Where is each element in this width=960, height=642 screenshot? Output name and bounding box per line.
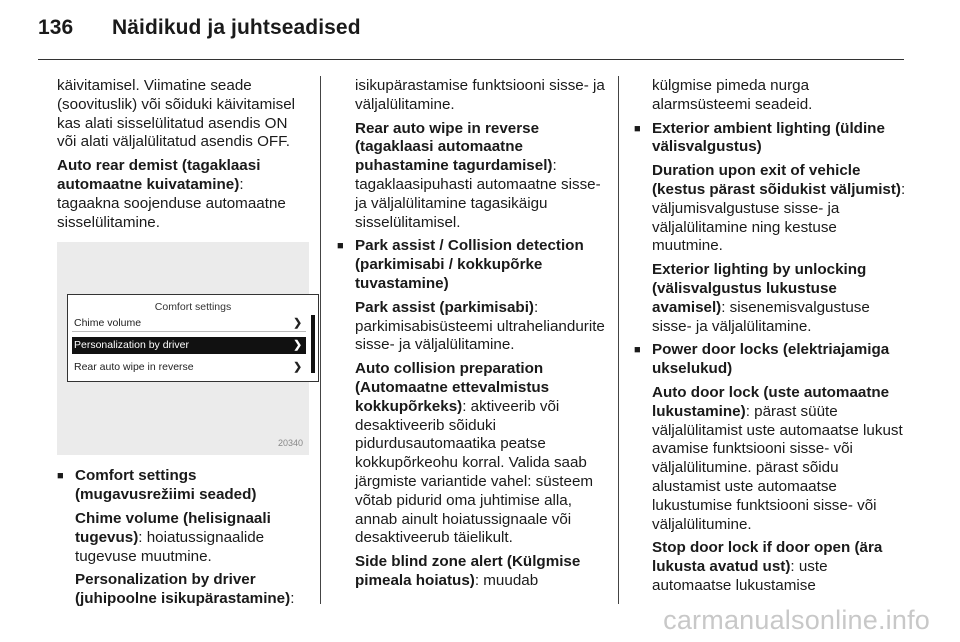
term: Personalization by driver (juhipoolne isikupärastamine) [75, 571, 291, 608]
header-rule [38, 59, 904, 60]
page-number: 136 [38, 16, 74, 39]
term: Exterior lighting by unlocking (välisvalgustus lukustuse avamisel) [652, 261, 867, 316]
term: Side blind zone alert (Külgmise pimeala hoiatus) [355, 553, 581, 589]
menu-item-selected [72, 337, 306, 354]
paragraph [337, 299, 609, 355]
paragraph [337, 360, 609, 548]
column-2 [337, 77, 609, 596]
term: Rear auto wipe in reverse (tagaklaasi automaatne puhastamine tagurdamisel) [355, 119, 553, 175]
paragraph [57, 571, 309, 609]
paragraph [337, 553, 609, 591]
term: Auto rear demist (tagaklaasi automaatne kuivatamine) [57, 157, 261, 193]
page-header [38, 16, 361, 40]
chevron-right-icon: ❯ [293, 361, 302, 374]
definition: : tagaakna soojenduse automaatne sisselülitamine. [57, 175, 286, 231]
display-screen [67, 294, 319, 382]
menu-item-label: Chime volume [74, 317, 142, 330]
definition: : hoiatussignaalide tugevuse muutmine. [75, 528, 265, 565]
paragraph: käivitamisel. Viimatine seade (soovituslik) või sõiduki käivitamisel kas alati sisselülitatud asendis ON või alati väljalülitatud asendis OFF. [57, 77, 296, 151]
definition: : tagaklaasipuhasti automaatne sisse- ja väljalülitamine tagasikäigu sisselülitamisel. [355, 157, 601, 231]
menu-item-label: Rear auto wipe in reverse [74, 361, 194, 374]
paragraph: isikupärastamise funktsiooni sisse- ja väljalülitamine. [355, 77, 605, 113]
menu-item [72, 359, 306, 376]
definition: : pärast süüte väljalülitamist uste automaatse lukust avamise funktsiooni sisse- või väljalülitumine. pärast sõidu alustamist uste automaatse lukustumise funktsiooni sisse- või väljalülitumine. [652, 402, 903, 533]
paragraph: külgmise pimeda nurga alarmsüsteemi seadeid. [652, 77, 813, 113]
definition: : aktiveerib või desaktiveerib sõiduki pidurdusautomaatika peatse kokkupõrkeohu korral. Valida saab järgmiste variantide vahel: süsteem võtab pidurid oma juhtimise alla, annab ainult hoiatussignaale või desaktiveerub täielikult. [355, 397, 594, 547]
term: Park assist (parkimisabi) [355, 298, 534, 316]
paragraph [634, 539, 906, 595]
paragraph [337, 120, 609, 233]
watermark: carmanualsonline.info [663, 605, 930, 635]
bullet-heading: ■ Power door locks (elektriajamiga ukselukud) [634, 341, 906, 379]
chevron-right-icon: ❯ [293, 339, 302, 352]
column-1 [57, 77, 309, 614]
definition: : sisenemisvalgustuse sisse- ja väljalülitamine. [652, 298, 870, 335]
column-divider-2 [618, 76, 619, 604]
definition: : [290, 590, 295, 608]
chevron-right-icon: ❯ [293, 317, 302, 330]
definition: : väljumisvalgustuse sisse- ja väljalülitamine ning kestuse muutmine. [652, 180, 906, 255]
bullet-heading: ■ Exterior ambient lighting (üldine välisvalgustus) [634, 120, 906, 158]
paragraph [634, 261, 906, 336]
column-3 [634, 77, 906, 601]
comfort-settings-figure [57, 242, 309, 455]
screen-title: Comfort settings [154, 301, 232, 314]
term: Auto door lock (uste automaatne lukustamine) [652, 383, 890, 420]
figure-number: 20340 [277, 437, 303, 448]
page-title: Näidikud ja juhtseadised [112, 16, 361, 39]
term: Chime volume (helisignaali tugevus) [75, 509, 271, 546]
bullet-heading: ■ Comfort settings (mugavusrežiimi seaded) [57, 467, 309, 505]
paragraph [57, 157, 309, 232]
term: Auto collision preparation (Automaatne ettevalmistus kokkupõrkeks) [355, 360, 550, 415]
paragraph [57, 510, 309, 566]
scrollbar-indicator [311, 315, 315, 373]
menu-item-label: Personalization by driver [74, 339, 189, 352]
paragraph [634, 384, 906, 534]
bullet-heading: ■ Park assist / Collision detection (parkimisabi / kokkupõrke tuvastamine) [337, 237, 609, 293]
column-divider-1 [320, 76, 321, 604]
definition: : uste automaatse lukustamise [652, 558, 828, 594]
paragraph [634, 162, 906, 256]
definition: : parkimisabisüsteemi ultraheliandurite sisse- ja väljalülitamine. [355, 298, 605, 354]
term: Duration upon exit of vehicle (kestus pärast sõidukist väljumist) [652, 162, 901, 198]
term: Stop door lock if door open (ära lukusta avatud ust) [652, 539, 883, 576]
menu-item [72, 315, 306, 332]
definition: : muudab [474, 571, 539, 589]
